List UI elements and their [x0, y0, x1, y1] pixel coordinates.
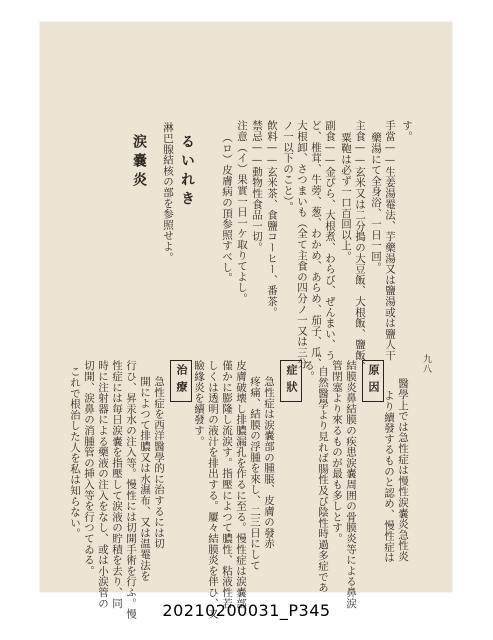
text-column: ノ一以下のこと）。 [282, 120, 294, 212]
text-column: 開によつて排膿又は水濕布、又は温罨法を [139, 376, 151, 582]
text-column: 急性症を西洋醫學的に治するには切 [153, 376, 165, 549]
text-column: 淋巴腺結核の部を参照せよ。 [162, 122, 174, 263]
text-column: る。 [303, 360, 315, 382]
text-column: 切開、涙鼻の消腫管の挿入等を行つてゐる。 [83, 360, 95, 576]
section-heading-cause: 原因 [362, 360, 384, 402]
text-column-drinks: 飲料——玄米茶、食鹽コーヒー、番茶。 [266, 120, 278, 318]
text-column-caution: 注意（イ）果實一日一ケ取りてよし。 [236, 120, 248, 304]
text-column: 瞼緣炎を續發す。 [193, 360, 205, 447]
text-column: ど、椎茸、牛蒡、葱、わかめ、あらめ、茄子、瓜、 [310, 120, 322, 369]
image-caption: 20210200031_P345 [162, 601, 331, 620]
text-column: 行ひ、昇汞水の注入等。慢性には切開手術を行ふ。慢 [125, 360, 137, 620]
text-column-staple-food: 主食——玄米又は二分搗の大豆飯、大根飯、鹽飯、 [354, 120, 366, 372]
text-column-prohibited: 禁忌——動物性食品一切。 [251, 120, 263, 253]
section-heading-scrofula: るいれき [179, 134, 195, 210]
section-heading-dacryocystitis: 涙嚢炎 [131, 134, 147, 191]
section-heading-treatment: 治療 [170, 360, 192, 402]
text-column: 結膜炎鼻結膜の疾患涙嚢周囲の骨膜炎等による鼻涙 [345, 360, 357, 609]
text-column: 僅かに膨隆し流涙す。指壓によつて膿性、粘液性若 [221, 360, 233, 609]
text-column: しくは透明の液汁を排出する。屢々結膜炎を伴ひ、又 [207, 360, 219, 620]
text-column: （ロ）皮膚病の頂参照すべし。 [221, 132, 233, 284]
section-heading-symptoms: 症狀 [280, 360, 302, 402]
text-column: 醫學上では急性症は慢性涙嚢炎急性炎 [397, 378, 409, 562]
text-column: 疼痛、結膜の浮腫を來し、二三日にして [249, 376, 261, 571]
text-column: 皮膚破壊し排膿漏孔を作るに至る。慢性症は涙嚢部 [235, 360, 247, 609]
text-column: これで根治した人を私は知らない。 [69, 366, 81, 539]
text-column-side-dish: 副食——金ぴら、大根煮、わらび、ぜんまい、う [324, 120, 336, 361]
text-column: 急性症は涙嚢部の腫脹、皮膚の發赤 [263, 376, 275, 549]
text-column: す。 [401, 120, 413, 142]
text-column: 自然醫學より見れば腸性及び陰性時過多症であ [317, 366, 329, 593]
page-number: 九八 [421, 354, 431, 374]
text-column: 時に注射器による藥液の注入をなし、或は小涙管の [97, 360, 109, 609]
text-column: 管閉塞より來るものが最も多しとす。 [331, 360, 343, 544]
text-column: 藥湯にて全身浴、一日一回。 [370, 132, 382, 273]
text-column: 粟鞄は必ず一口百回以上。 [340, 132, 352, 262]
text-column: 性症には毎日涙嚢を指壓して涙液の貯積を去り、同 [111, 360, 123, 609]
text-column-hand-treatment: 手當——生姜湯罨法、芋藥湯又は鹽湯或は鹽人干 [384, 120, 396, 361]
text-column: より續發するものと認め、慢性症は [383, 390, 395, 563]
text-column: 大根卸、さつまいも（全て主食の四分ノ一又は三分 [296, 120, 308, 369]
